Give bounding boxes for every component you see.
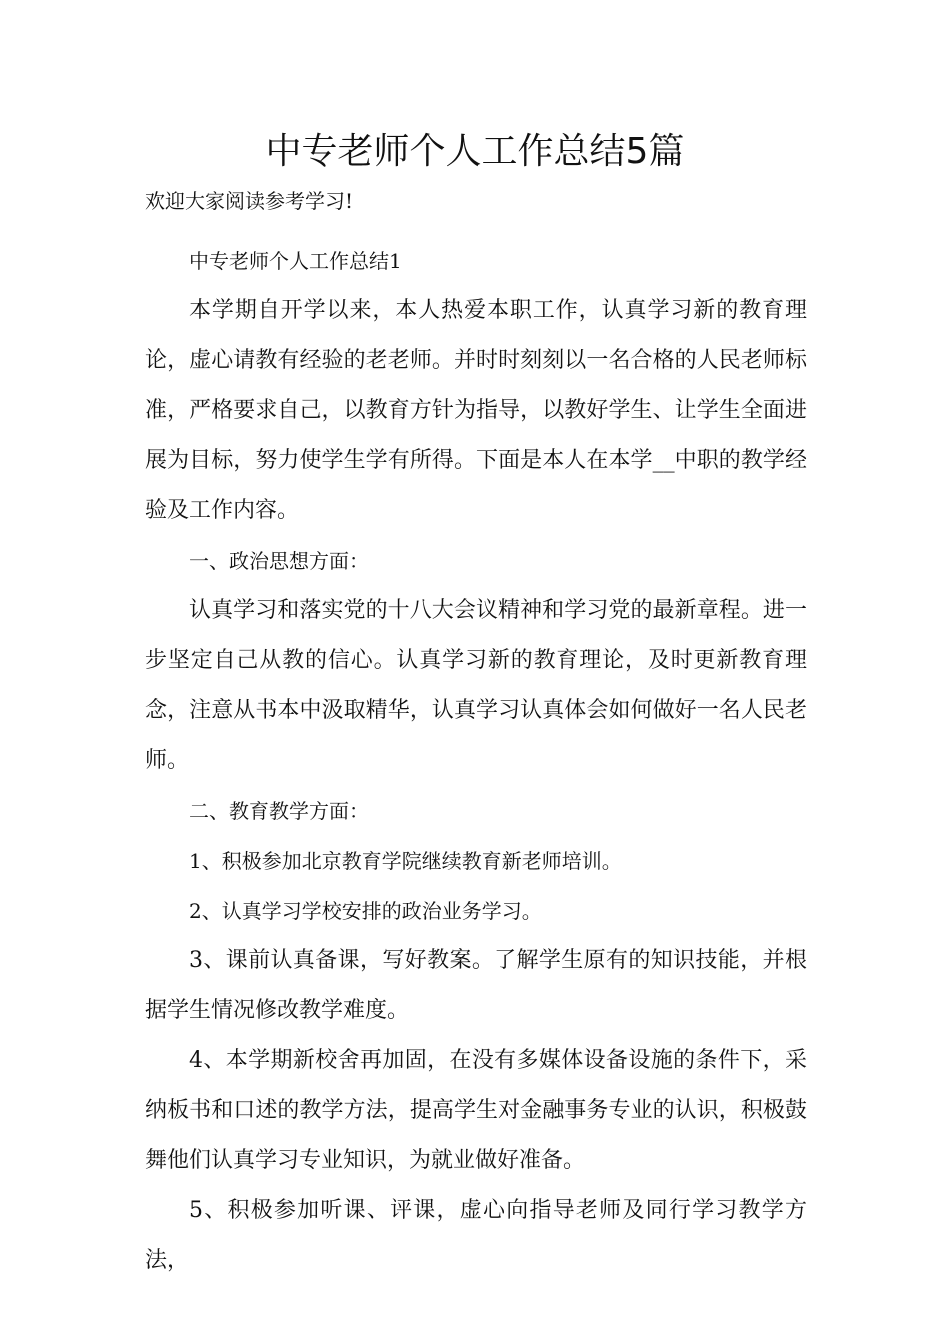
list-item-1: 1、积极参加北京教育学院继续教育新老师培训。 bbox=[189, 849, 622, 873]
list-item-5: 5、积极参加听课、评课，虚心向指导老师及同行学习教学方法， bbox=[145, 1198, 807, 1273]
document-body bbox=[145, 236, 807, 1286]
list-item-4: 4、本学期新校舍再加固，在没有多媒体设备设施的条件下，采纳板书和口述的教学方法，提高学生对金融事务专业的认识，积极鼓舞他们认真学习专业知识，为就业做好准备。 bbox=[145, 1048, 807, 1173]
section-heading-teaching: 二、教育教学方面： bbox=[189, 799, 369, 823]
politics-paragraph: 认真学习和落实党的十八大会议精神和学习党的最新章程。进一步坚定自己从教的信心。认真学习新的教育理论，及时更新教育理念，注意从书本中汲取精华，认真学习认真体会如何做好一名人民老师。 bbox=[145, 598, 807, 773]
intro-paragraph: 本学期自开学以来，本人热爱本职工作，认真学习新的教育理论，虚心请教有经验的老老师。并时时刻刻以一名合格的人民老师标准，严格要求自己，以教育方针为指导，以教好学生、让学生全面进展为目标，努力使学生学有所得。下面是本人在本学__中职的教学经验及工作内容。 bbox=[145, 298, 807, 523]
welcome-line: 欢迎大家阅读参考学习! bbox=[145, 189, 354, 213]
section-heading-politics: 一、政治思想方面： bbox=[189, 549, 369, 573]
section-heading-summary-1: 中专老师个人工作总结1 bbox=[189, 249, 402, 273]
list-item-3: 3、课前认真备课，写好教案。了解学生原有的知识技能，并根据学生情况修改教学难度。 bbox=[145, 948, 807, 1023]
list-item-2: 2、认真学习学校安排的政治业务学习。 bbox=[189, 899, 542, 923]
document-title: 中专老师个人工作总结5篇 bbox=[265, 131, 685, 172]
